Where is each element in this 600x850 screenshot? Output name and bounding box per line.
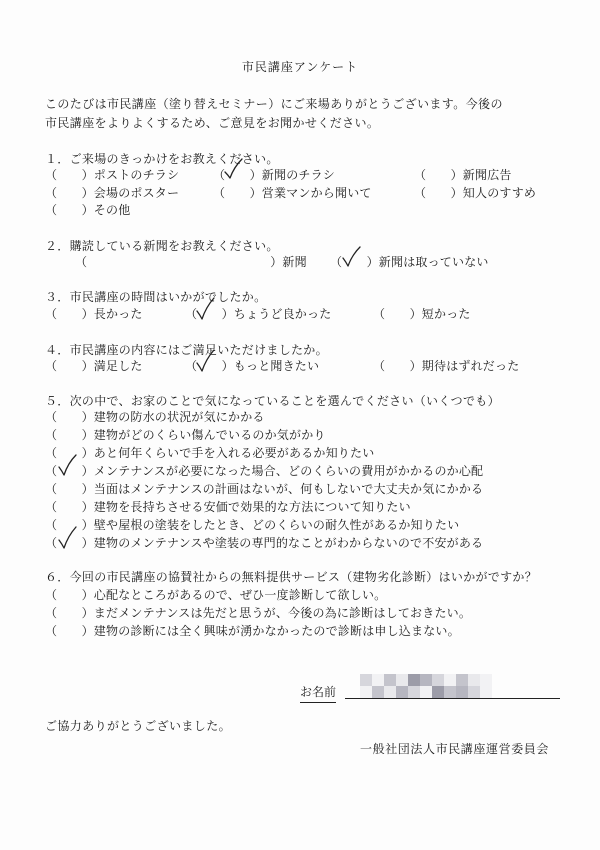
- check-mark-icon: [194, 297, 216, 321]
- q4-option-want-more[interactable]: （ ）もっと聞きたい: [185, 359, 320, 373]
- intro-line-2: 市民講座をよりよくするため、ご意見をお聞かせください。: [45, 116, 380, 130]
- q5-option-cost-concern[interactable]: （ ）メンテナンスが必要になった場合、どのくらいの費用がかかるのか心配: [45, 464, 484, 478]
- q1-option-newspaper-flyer[interactable]: （ ）新聞のチラシ: [213, 168, 336, 182]
- mosaic-cell: [408, 674, 420, 686]
- mosaic-cell: [396, 686, 408, 698]
- question-3: ３．市民講座の時間はいかがでしたか。: [45, 290, 267, 304]
- name-underline: [345, 698, 560, 699]
- question-5: ５．次の中で、お家のことで気になっていることを選んでください（いくつでも）: [45, 394, 500, 408]
- redacted-name-mosaic: [360, 674, 492, 698]
- q5-option-damage[interactable]: （ ）建物がどのくらい傷んでいるのか気がかり: [45, 428, 326, 442]
- question-6: ６．今回の市民講座の協賛社からの無料提供サービス（建物劣化診断）はいかがですか？: [45, 570, 538, 584]
- q1-option-referral[interactable]: （ ）知人のすすめ: [414, 186, 537, 200]
- page-title: 市民講座アンケート: [241, 60, 359, 74]
- q1-option-salesperson[interactable]: （ ）営業マンから聞いて: [213, 186, 372, 200]
- q5-option-expertise[interactable]: （ ）建物のメンテナンスや塗装の専門的なことがわからないので不安がある: [45, 536, 484, 550]
- intro-line-1: このたびは市民講座（塗り替えセミナー）にご来場ありがとうございます。今後の: [45, 97, 503, 111]
- q1-option-newspaper-ad[interactable]: （ ）新聞広告: [414, 168, 512, 182]
- q6-option-want-diagnosis[interactable]: （ ）心配なところがあるので、ぜひ一度診断して欲しい。: [45, 588, 387, 602]
- q1-option-poster-flyer[interactable]: （ ）ポストのチラシ: [45, 168, 180, 182]
- q2-option-no-newspaper[interactable]: （ ）新聞は取っていない: [330, 255, 489, 269]
- check-mark-icon: [56, 453, 78, 477]
- mosaic-cell: [480, 686, 492, 698]
- mosaic-cell: [444, 686, 456, 698]
- mosaic-cell: [372, 686, 384, 698]
- mosaic-cell: [360, 686, 372, 698]
- mosaic-cell: [456, 686, 468, 698]
- mosaic-cell: [420, 674, 432, 686]
- mosaic-cell: [384, 686, 396, 698]
- mosaic-cell: [468, 674, 480, 686]
- mosaic-cell: [372, 674, 384, 686]
- q5-option-durability[interactable]: （ ）壁や屋根の塗装をしたとき、どのくらいの耐久性があるか知りたい: [45, 518, 460, 532]
- q6-option-future-diagnosis[interactable]: （ ）まだメンテナンスは先だと思うが、今後の為に診断はしておきたい。: [45, 606, 472, 620]
- q5-option-years-until[interactable]: （ ）あと何年くらいで手を入れる必要があるか知りたい: [45, 446, 375, 460]
- q1-option-venue-poster[interactable]: （ ）会場のポスター: [45, 186, 180, 200]
- closing-text: ご協力ありがとうございました。: [45, 719, 232, 733]
- q5-option-waterproofing[interactable]: （ ）建物の防水の状況が気にかかる: [45, 410, 265, 424]
- q3-option-too-short[interactable]: （ ）短かった: [373, 307, 471, 321]
- mosaic-cell: [396, 674, 408, 686]
- q6-option-not-interested[interactable]: （ ）建物の診断には全く興味が湧かなかったので診断は申し込まない。: [45, 624, 460, 638]
- q3-option-too-long[interactable]: （ ）長かった: [45, 307, 143, 321]
- q5-option-no-plan[interactable]: （ ）当面はメンテナンスの計画はないが、何もしないで大丈夫か気にかかる: [45, 482, 484, 496]
- question-2: ２．購読している新聞をお教えください。: [45, 239, 279, 253]
- mosaic-cell: [408, 686, 420, 698]
- q4-option-satisfied[interactable]: （ ）満足した: [45, 359, 143, 373]
- q1-option-other[interactable]: （ ）その他: [45, 203, 131, 217]
- question-4: ４．市民講座の内容にはご満足いただけましたか。: [45, 343, 328, 357]
- mosaic-cell: [468, 686, 480, 698]
- question-1: １．ご来場のきっかけをお教えください。: [45, 152, 279, 166]
- name-label: お名前: [300, 683, 336, 703]
- q2-option-newspaper-name[interactable]: （ ）新聞: [75, 255, 307, 269]
- mosaic-cell: [432, 674, 444, 686]
- check-mark-icon: [340, 245, 362, 269]
- check-mark-icon: [194, 349, 216, 373]
- mosaic-cell: [432, 686, 444, 698]
- mosaic-cell: [444, 674, 456, 686]
- organization-name: 一般社団法人市民講座運営委員会: [360, 742, 550, 756]
- mosaic-cell: [420, 686, 432, 698]
- q5-option-cheap-method[interactable]: （ ）建物を長持ちさせる安価で効果的な方法について知りたい: [45, 500, 411, 514]
- mosaic-cell: [360, 674, 372, 686]
- mosaic-cell: [456, 674, 468, 686]
- mosaic-cell: [384, 674, 396, 686]
- mosaic-cell: [480, 674, 492, 686]
- check-mark-icon: [222, 157, 244, 181]
- check-mark-icon: [56, 526, 78, 550]
- q3-option-just-right[interactable]: （ ）ちょうど良かった: [185, 307, 332, 321]
- q4-option-disappointed[interactable]: （ ）期待はずれだった: [373, 359, 520, 373]
